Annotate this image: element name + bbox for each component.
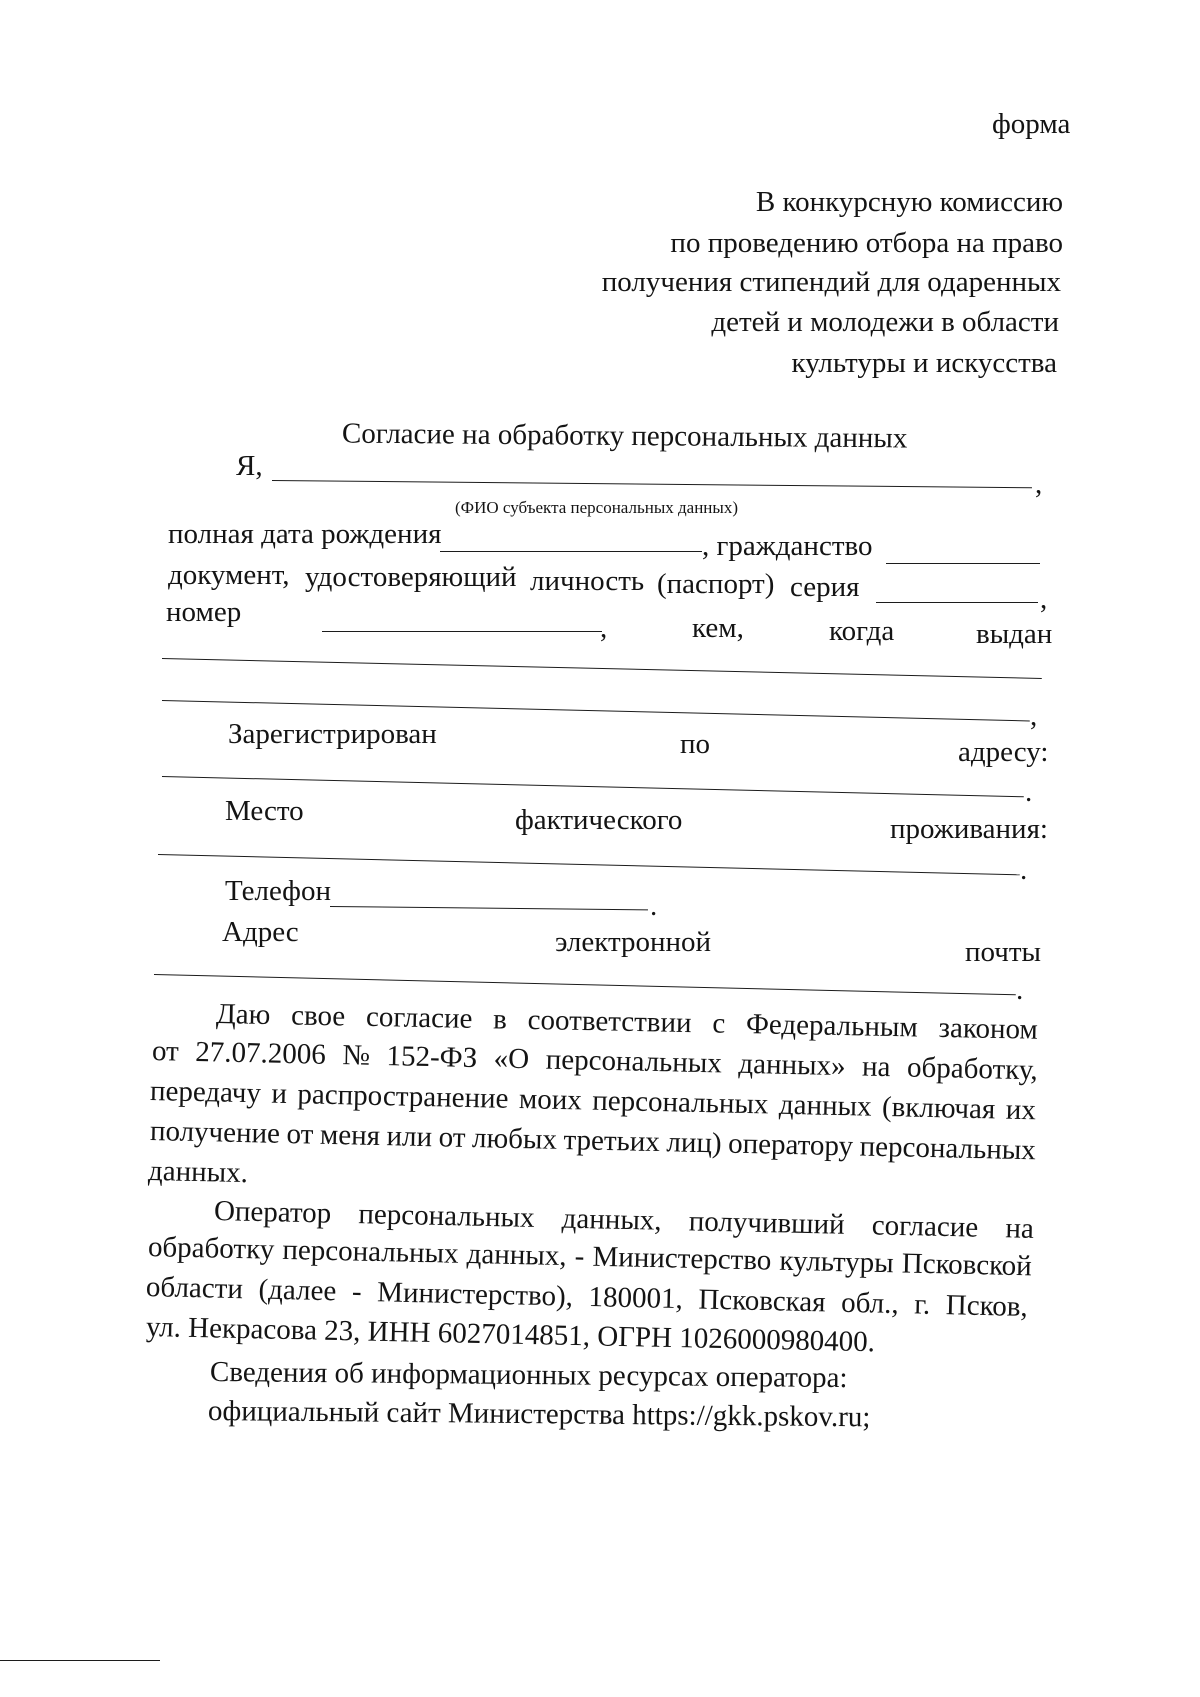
issued-word-1: кем, [692,612,744,644]
consent-word: получение [149,1115,281,1150]
fio-underline[interactable] [272,480,1032,488]
birth-date-label: полная дата рождения [168,518,442,550]
consent-word: или [386,1120,433,1154]
consent-word: 152-ФЗ [386,1040,478,1075]
consent-word: 27.07.2006 [195,1035,327,1071]
consent-word: Федеральным [745,1008,919,1044]
doc-word-1: документ, [168,559,290,591]
consent-word: моих [518,1083,583,1117]
birth-date-underline[interactable] [440,551,702,552]
form-label: форма [992,108,1071,140]
operator-word: Министерство), [376,1276,574,1313]
consent-word: персональных [545,1043,723,1080]
consent-word: на [861,1050,891,1084]
consent-word: и [271,1077,288,1110]
operator-word: на [1005,1212,1035,1245]
doc-word-3: личность [530,565,645,597]
series-comma: , [1040,583,1048,615]
consent-word: в [492,1003,508,1036]
addressee-line-2: по проведению отбора на право [670,227,1063,259]
consent-word: третьих [563,1124,661,1159]
consent-word: согласие [365,1000,473,1035]
consent-word: передачу [149,1075,262,1110]
issued-by-line-1[interactable] [162,658,1042,679]
issued-word-3: выдан [976,618,1053,650]
operator-word: персональных [282,1233,459,1270]
residence-underline[interactable] [158,854,1020,875]
issued-by-comma: , [1030,700,1038,732]
doc-word-4: (паспорт) [657,568,775,600]
operator-word: - [351,1275,362,1308]
number-label: номер [166,596,242,628]
operator-word: Оператор [213,1195,332,1230]
operator-line [145,1311,876,1359]
email-period: . [1016,974,1024,1006]
operator-word: ул. Некрасова 23, ИНН 6027014851, ОГРН 1026000980400. [145,1311,876,1359]
operator-word: г. [913,1288,931,1321]
consent-word: персональных [591,1084,769,1121]
residence-period: . [1020,854,1028,886]
consent-word: Даю [215,998,271,1032]
consent-line [150,1117,1036,1165]
document-title: Согласие на обработку персональных данных [341,417,908,455]
issued-word-2: когда [829,615,895,647]
consent-word: данных» [738,1047,846,1083]
operator-word: обл., [840,1286,900,1321]
residence-word-2: фактического [515,804,683,836]
consent-line [216,1000,1038,1045]
email-word-1: Адрес [222,916,299,948]
operator-word: данных, [466,1237,567,1273]
addressee-line-4: детей и молодежи в области [711,306,1059,338]
email-word-2: электронной [555,926,712,958]
consent-word: от [286,1117,314,1151]
registered-word-3: адресу: [958,736,1049,768]
consent-word: законом [938,1011,1039,1046]
operator-word: Псковской [901,1247,1033,1283]
doc-word-2: удостоверяющий [305,561,517,593]
citizenship-underline[interactable] [886,563,1040,564]
addressee-line-1: В конкурсную комиссию [755,186,1063,218]
consent-word: распространение [297,1078,509,1115]
consent-word: (включая [881,1090,996,1126]
consent-word: соответствии [527,1003,692,1040]
consent-word: любых [471,1122,558,1156]
consent-word: данных [778,1088,872,1123]
citizenship-label: , гражданство [702,530,873,562]
operator-word: области [145,1271,244,1306]
consent-word: обработку, [906,1051,1039,1087]
operator-word: 180001, [588,1281,684,1316]
residence-word-3: проживания: [890,813,1048,845]
number-underline[interactable] [322,631,602,632]
consent-word: свое [290,999,346,1033]
consent-word: № [342,1039,371,1072]
operator-word: Псковская [698,1283,826,1319]
consent-word: лиц) [666,1126,722,1160]
consent-word: «О [493,1042,530,1076]
ya-label: Я, [236,450,263,482]
consent-line [150,1077,1036,1125]
consent-word: оператору [727,1127,854,1163]
operator-word: персональных [358,1198,535,1234]
consent-word: их [1005,1093,1037,1127]
series-underline[interactable] [876,602,1038,603]
footnote-rule [0,1660,160,1661]
operator-word: обработку [147,1231,275,1266]
operator-word: культуры [779,1244,895,1280]
email-underline[interactable] [154,974,1016,995]
registered-period: . [1025,776,1033,808]
doc-word-5: серия [790,571,860,603]
residence-word-1: Место [225,795,304,827]
phone-label: Телефон [225,875,331,907]
operator-word: согласие [871,1209,979,1244]
fio-hint: (ФИО субъекта персональных данных) [455,498,738,517]
consent-word: персональных [859,1130,1037,1167]
website-line: официальный сайт Министерства https://gkk.pskov.ru; [207,1395,871,1434]
operator-word: Министерство [592,1240,772,1277]
operator-word: Псков, [945,1289,1029,1324]
phone-period: . [650,890,658,922]
operator-word: (далее [258,1273,337,1308]
fio-comma: , [1035,468,1043,500]
consent-word: от [151,1035,180,1068]
resources-title: Сведения об информационных ресурсах оператора: [209,1356,848,1395]
phone-underline[interactable] [330,906,648,910]
consent-line [148,1157,349,1190]
email-word-3: почты [965,936,1042,968]
consent-word: с [712,1007,726,1040]
number-comma: , [600,612,608,644]
addressee-line-5: культуры и искусства [791,347,1057,379]
operator-word: данных, [561,1202,662,1237]
consent-word: от [438,1121,466,1154]
consent-word: данных. [147,1155,249,1190]
registered-word-2: по [680,728,711,760]
operator-word: - [574,1240,585,1273]
consent-word: меня [319,1118,381,1153]
addressee-line-3: получения стипендий для одаренных [601,266,1061,298]
registered-word-1: Зарегистрирован [228,718,437,750]
operator-word: получивший [688,1205,845,1241]
